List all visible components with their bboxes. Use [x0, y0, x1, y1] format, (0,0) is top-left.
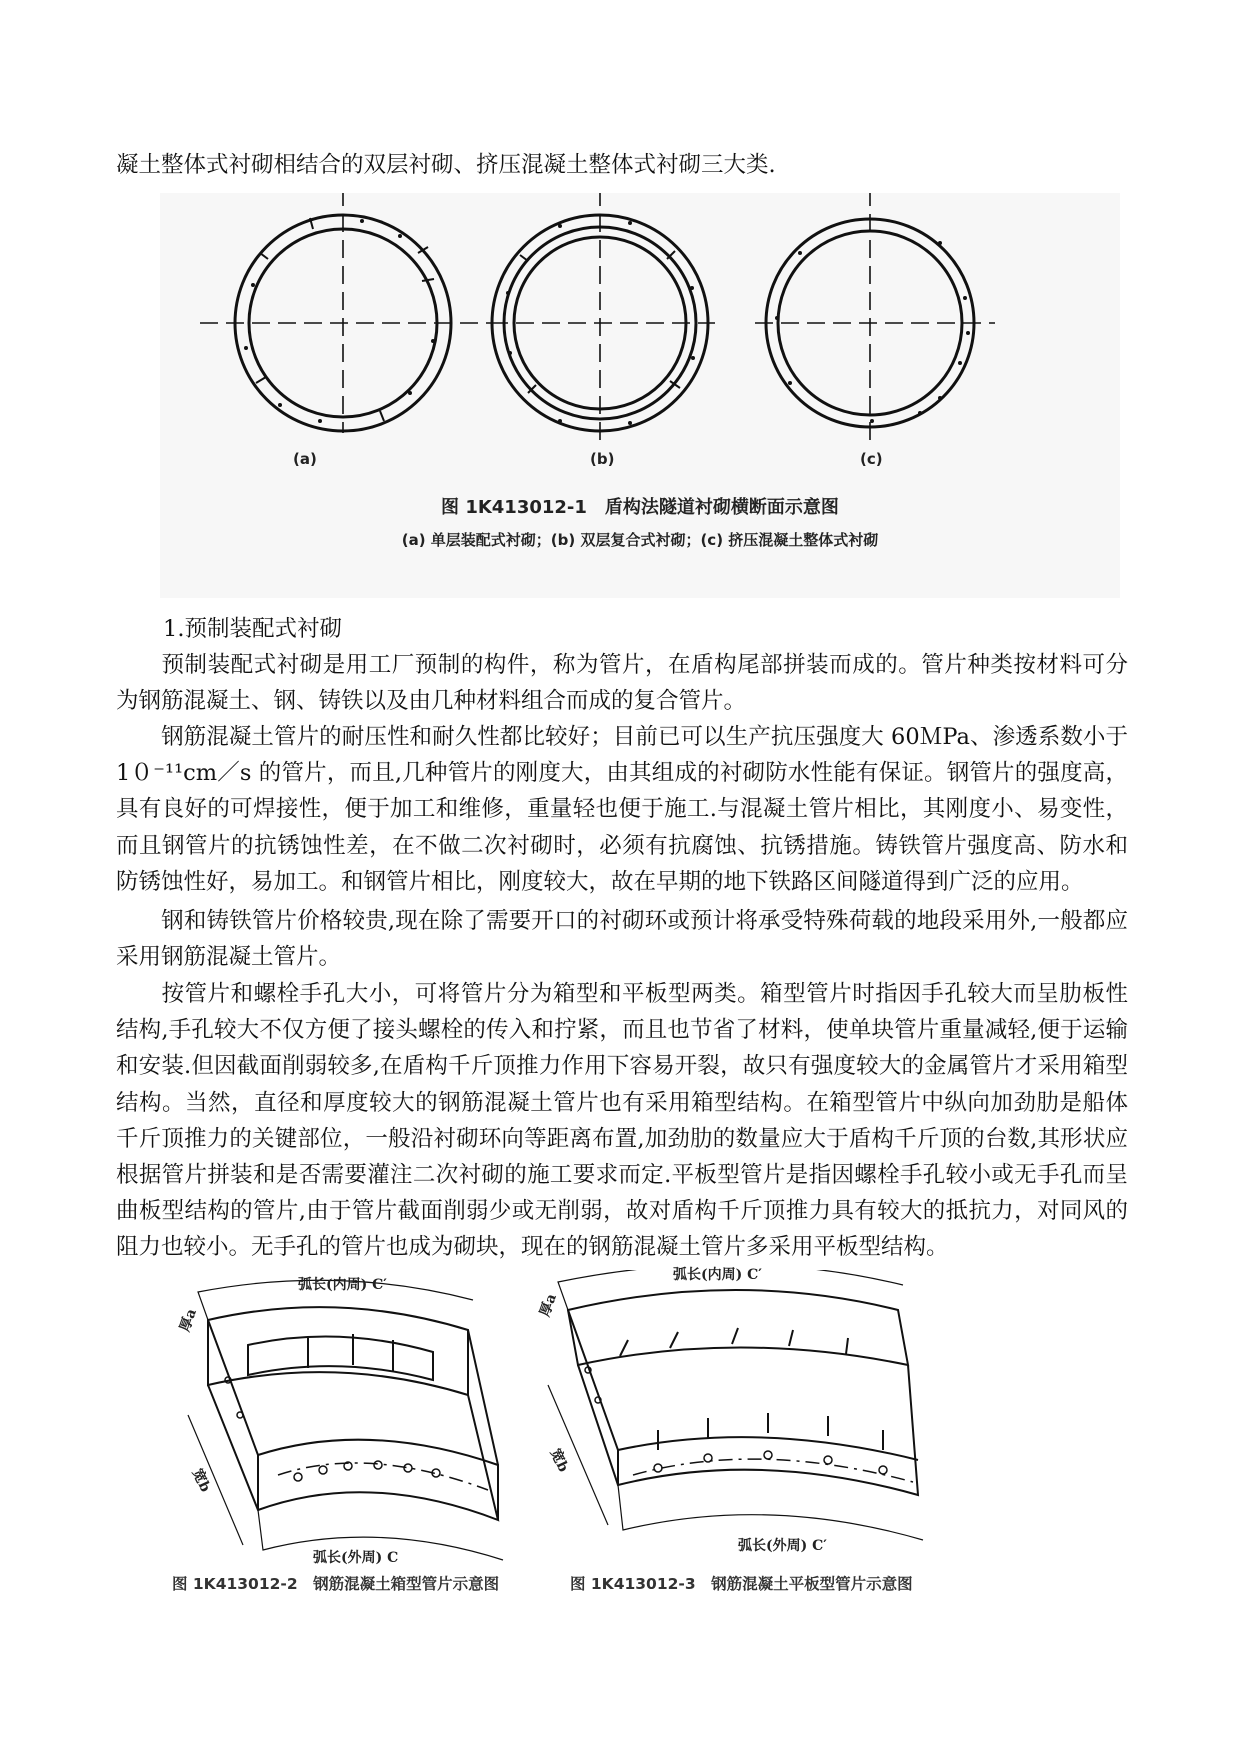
section-heading: 1.预制装配式衬砌	[163, 616, 342, 642]
intro-line: 凝土整体式衬砌相结合的双层衬砌、挤压混凝土整体式衬砌三大类.	[116, 152, 776, 178]
figure-lining-cross-sections	[160, 193, 1120, 598]
sublabel-a: (a)	[293, 450, 317, 468]
box-thickness-label: 厚a	[177, 1306, 200, 1334]
flat-segment-drawing	[548, 1270, 923, 1540]
box-width-label: 宽b	[188, 1466, 214, 1495]
figure2-caption-left: 图 1K413012-2 钢筋混凝土箱型管片示意图	[172, 1575, 500, 1593]
figure-segments	[172, 1267, 998, 1600]
flat-thickness-label: 厚a	[537, 1291, 560, 1319]
ring-a	[200, 193, 490, 433]
paragraph-4	[116, 976, 1128, 1266]
ring-b	[490, 193, 715, 443]
figure1-caption-title: 图 1K413012-1 盾构法隧道衬砌横断面示意图	[441, 497, 839, 518]
flat-outer-arc-label: 弧长(外周) C′	[738, 1538, 827, 1554]
sublabel-b: (b)	[590, 450, 615, 468]
paragraph-3-text: 钢和铸铁管片价格较贵,现在除了需要开口的衬砌环或预计将承受特殊荷载的地段采用外,一般都应采用钢筋混凝土管片。	[116, 908, 1128, 971]
ring-c	[755, 193, 995, 443]
segment-diagrams	[178, 1270, 998, 1600]
paragraph-3	[116, 903, 1128, 975]
paragraph-2	[116, 719, 1128, 900]
figure2-caption-right: 图 1K413012-3 钢筋混凝土平板型管片示意图	[570, 1575, 913, 1593]
box-segment-drawing	[188, 1280, 503, 1560]
paragraph-1-text: 预制装配式衬砌是用工厂预制的构件，称为管片，在盾构尾部拼装而成的。管片种类按材料可分为钢筋混凝土、钢、铸铁以及由几种材料组合而成的复合管片。	[116, 652, 1128, 715]
flat-inner-arc-label: 弧长(内周) C′	[673, 1267, 762, 1283]
figure1-caption-note: (a) 单层装配式衬砌；(b) 双层复合式衬砌；(c) 挤压混凝土整体式衬砌	[401, 531, 879, 549]
sublabel-c: (c)	[860, 450, 883, 468]
paragraph-4-text: 按管片和螺栓手孔大小，可将管片分为箱型和平板型两类。箱型管片时指因手孔较大而呈肋板性结构,手孔较大不仅方便了接头螺栓的传入和拧紧，而且也节省了材料，使单块管片重量减轻,便于运输和安装.但因截面削弱较多,在盾构千斤顶推力作用下容易开裂，故只有强度较大的金属管片才采用箱型结构。当然，直径和厚度较大的钢筋混凝土管片也有采用箱型结构。在箱型管片中纵向加劲肋是船体千斤顶推力的关键部位，一般沿衬砌环向等距离布置,加劲肋的数量应大于盾构千斤顶的台数,其形状应根据管片拼装和是否需要灌注二次衬砌的施工要求而定.平板型管片是指因螺栓手孔较小或无手孔而呈曲板型结构的管片,由于管片截面削弱少或无削弱，故对盾构千斤顶推力具有较大的抵抗力，对同风的阻力也较小。无手孔的管片也成为砌块，现在的钢筋混凝土管片多采用平板型结构。	[116, 981, 1128, 1261]
box-inner-arc-label: 弧长(内周) C′	[298, 1277, 387, 1293]
flat-width-label: 宽b	[546, 1446, 572, 1475]
box-outer-arc-label: 弧长(外周) C	[313, 1550, 399, 1566]
paragraph-1	[116, 647, 1128, 719]
paragraph-2-text: 钢筋混凝土管片的耐压性和耐久性都比较好；目前已可以生产抗压强度大 60ＭPa、渗透系数小于 1０⁻¹¹cm／s 的管片，而且,几种管片的刚度大，由其组成的衬砌防水性能有保证。钢管片的强度高，具有良好的可焊接性，便于加工和维修，重量轻也便于施工.与混凝土管片相比，其刚度小、易变性，而且钢管片的抗锈蚀性差，在不做二次衬砌时，必须有抗腐蚀、抗锈措施。铸铁管片强度高、防水和防锈蚀性好，易加工。和钢管片相比，刚度较大，故在早期的地下铁路区间隧道得到广泛的应用。	[116, 724, 1128, 895]
